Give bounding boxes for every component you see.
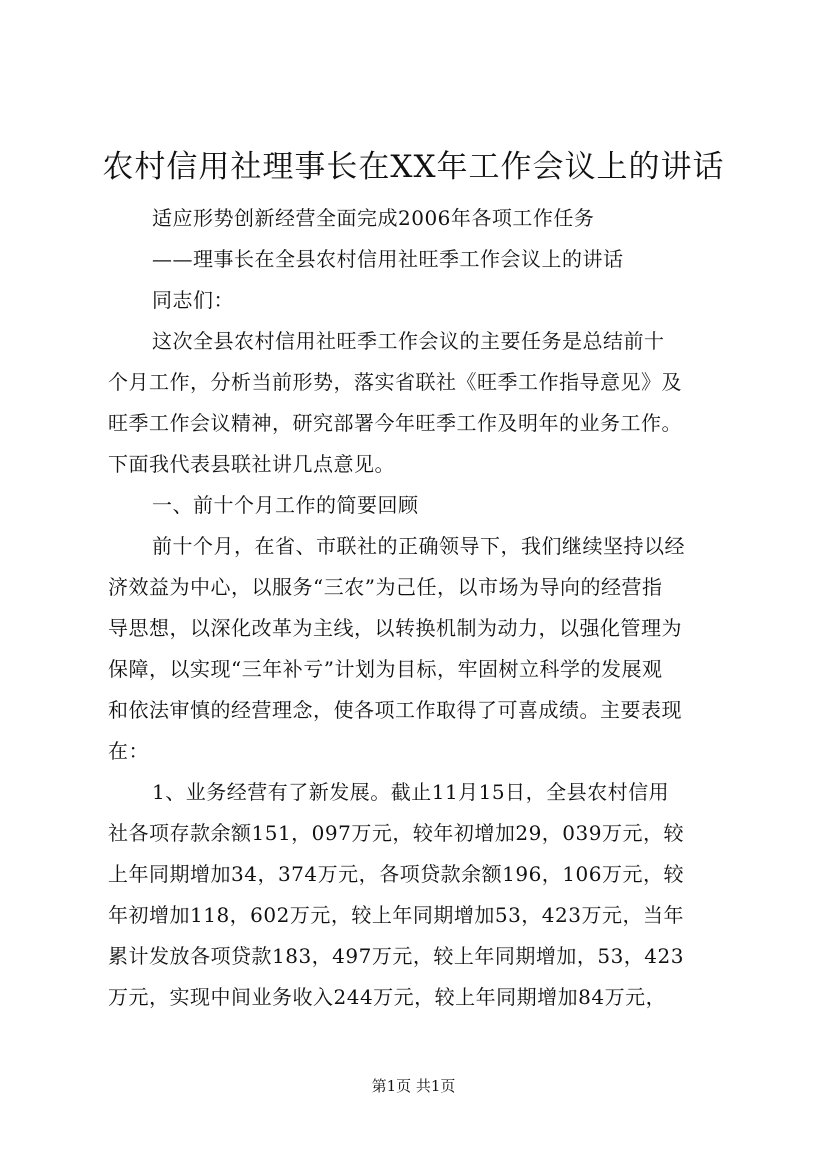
body-line: 济效益为中心，以服务“三农”为己任，以市场为导向的经营指 bbox=[108, 575, 663, 599]
body-line: 累计发放各项贷款183，497万元，较上年同期增加，53，423 bbox=[108, 944, 684, 968]
body-line: 在： bbox=[108, 739, 149, 763]
document-title: 农村信用社理事长在XX年工作会议上的讲话 bbox=[102, 149, 725, 185]
body-line: 上年同期增加34，374万元，各项贷款余额196，106万元，较 bbox=[108, 862, 684, 886]
body-line: 社各项存款余额151，097万元，较年初增加29，039万元，较 bbox=[108, 821, 684, 845]
page-footer: 第1页 共1页 bbox=[371, 1077, 456, 1095]
document-body bbox=[108, 198, 724, 1018]
body-line: 和依法审慎的经营理念，使各项工作取得了可喜成绩。主要表现 bbox=[108, 698, 682, 722]
body-line: 这次全县农村信用社旺季工作会议的主要任务是总结前十 bbox=[152, 329, 665, 353]
body-line: 下面我代表县联社讲几点意见。 bbox=[108, 452, 395, 476]
body-line: ——理事长在全县农村信用社旺季工作会议上的讲话 bbox=[152, 247, 624, 271]
body-line: 个月工作，分析当前形势，落实省联社《旺季工作指导意见》及 bbox=[108, 370, 682, 394]
body-line: 1、业务经营有了新发展。截止11月15日，全县农村信用 bbox=[152, 780, 670, 804]
body-line: 万元，实现中间业务收入244万元，较上年同期增加84万元， bbox=[108, 985, 667, 1009]
body-line: 年初增加118，602万元，较上年同期增加53，423万元，当年 bbox=[108, 903, 684, 927]
body-line: 保障，以实现“三年补亏”计划为目标，牢固树立科学的发展观 bbox=[108, 657, 663, 681]
body-line: 旺季工作会议精神，研究部署今年旺季工作及明年的业务工作。 bbox=[108, 411, 682, 435]
body-line: 导思想，以深化改革为主线，以转换机制为动力，以强化管理为 bbox=[108, 616, 682, 640]
section-heading: 一、前十个月工作的简要回顾 bbox=[152, 493, 419, 517]
body-line: 前十个月，在省、市联社的正确领导下，我们继续坚持以经 bbox=[152, 534, 685, 558]
body-line: 适应形势创新经营全面完成2006年各项工作任务 bbox=[152, 206, 595, 230]
body-line: 同志们： bbox=[152, 288, 234, 312]
